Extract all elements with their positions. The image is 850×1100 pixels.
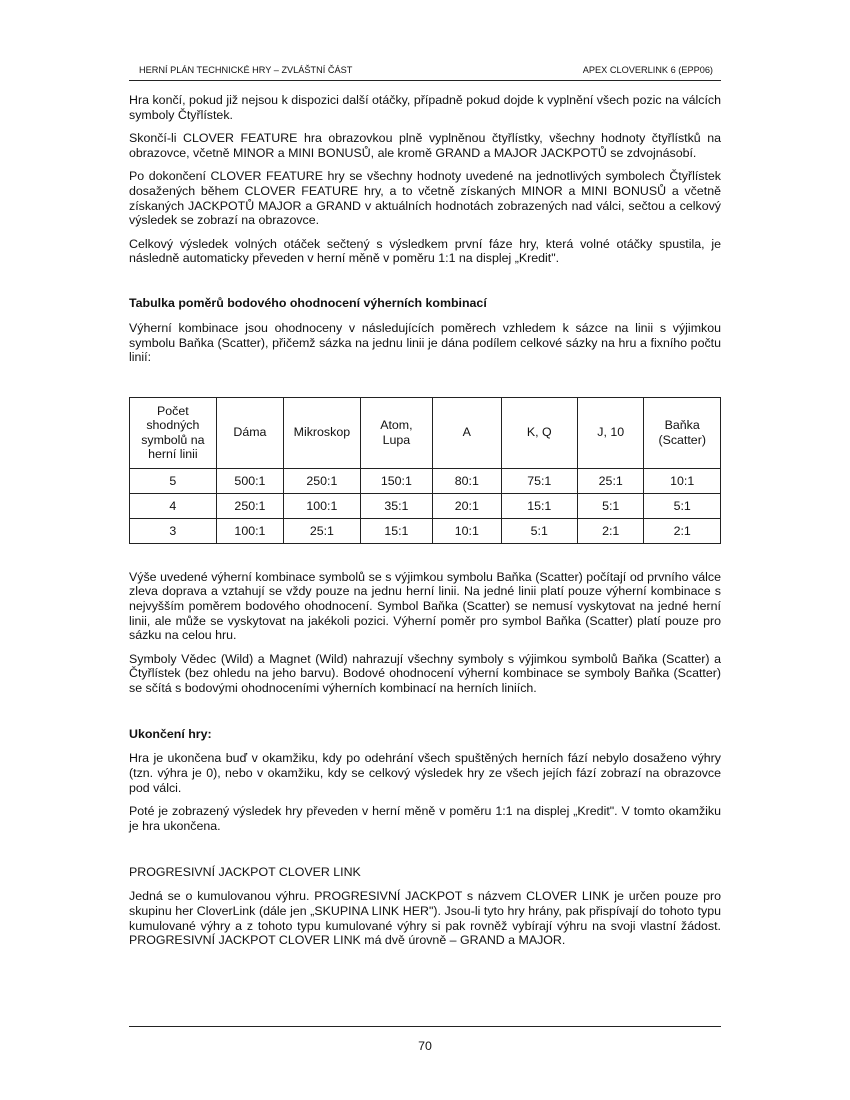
table-cell: 150:1	[360, 468, 432, 493]
column-header: J, 10	[578, 397, 644, 468]
column-header: Baňka (Scatter)	[644, 397, 721, 468]
table-cell: 5:1	[644, 493, 721, 518]
paragraph: Poté je zobrazený výsledek hry převeden v herní měně v poměru 1:1 na displej „Kredit". V tomto okamžiku je hra ukončena.	[129, 804, 721, 833]
header-divider	[129, 80, 721, 81]
paragraph: Jedná se o kumulovanou výhru. PROGRESIVNÍ JACKPOT s názvem CLOVER LINK je určen pouze pro skupinu her CloverLink (dále jen „SKUPINA LINK HER"). Jsou-li tyto hry hrány, pak přispívají do tohoto typu kumulované výhry a z tohoto typu kumulované výhry si pak rovněž vybírají výhru na svoji vlastní žádost. PROGRESIVNÍ JACKPOT CLOVER LINK má dvě úrovně – GRAND a MAJOR.	[129, 889, 721, 948]
table-cell: 75:1	[501, 468, 578, 493]
paragraph: Hra končí, pokud již nejsou k dispozici další otáčky, případně pokud dojde k vyplnění všech pozic na válcích symboly Čtyřlístek.	[129, 93, 721, 122]
paragraph: Celkový výsledek volných otáček sečtený s výsledkem první fáze hry, která volné otáčky spustila, je následně automaticky převeden v herní měně v poměru 1:1 na displej „Kredit".	[129, 236, 721, 266]
paragraph: Symboly Vědec (Wild) a Magnet (Wild) nahrazují všechny symboly s výjimkou symbolů Baňka (Scatter) a Čtyřlístek (bez ohledu na jeho barvu). Bodové ohodnocení výherní kombinace se symboly Baňka (Scatter) se sčítá s bodovými ohodnoceními výherních kombinací na herních liniích.	[129, 651, 721, 695]
column-header: K, Q	[501, 397, 578, 468]
section-heading-game-end: Ukončení hry:	[129, 727, 212, 742]
table-cell: 10:1	[433, 518, 501, 543]
paragraph: Skončí-li CLOVER FEATURE hra obrazovkou plně vyplněnou čtyřlístky, všechny hodnoty čtyřlístků na obrazovce, včetně MINOR a MINI BONUSŮ, ale kromě GRAND a MAJOR JACKPOTŮ se zdvojnásobí.	[129, 131, 721, 160]
page-number: 70	[418, 1039, 432, 1053]
paragraph: Hra je ukončena buď v okamžiku, kdy po odehrání všech spuštěných herních fází nebylo dosaženo výhry (tzn. výhra je 0), nebo v okamžiku, kdy se celkový výsledek hry ze všech jejích fází zobrazí na obrazovce pod válci.	[129, 751, 721, 795]
table-cell: 25:1	[578, 468, 644, 493]
table-cell: 80:1	[433, 468, 501, 493]
table-cell: 10:1	[644, 468, 721, 493]
column-header: Dáma	[216, 397, 283, 468]
page-header	[129, 62, 721, 78]
table-cell: 5:1	[501, 518, 578, 543]
table-row	[130, 468, 721, 493]
table-cell: 250:1	[216, 493, 283, 518]
section-heading-jackpot: PROGRESIVNÍ JACKPOT CLOVER LINK	[129, 865, 361, 880]
column-header: A	[433, 397, 501, 468]
table-cell: 20:1	[433, 493, 501, 518]
table-cell: 35:1	[360, 493, 432, 518]
paragraph: Výherní kombinace jsou ohodnoceny v následujících poměrech vzhledem k sázce na linii s výjimkou symbolu Baňka (Scatter), přičemž sázka na jednu linii je dána podílem celkové sázky na hru a fixního počtu linií:	[129, 320, 721, 365]
table-cell: 3	[130, 518, 217, 543]
column-header: Atom, Lupa	[360, 397, 432, 468]
table-cell: 100:1	[284, 493, 361, 518]
table-cell: 25:1	[284, 518, 361, 543]
table-cell: 5	[130, 468, 217, 493]
page-content	[129, 93, 721, 957]
header-left-title: HERNÍ PLÁN TECHNICKÉ HRY – ZVLÁŠTNÍ ČÁST	[139, 65, 353, 75]
section-heading-paytable: Tabulka poměrů bodového ohodnocení výherních kombinací	[129, 295, 487, 310]
table-row	[130, 493, 721, 518]
paytable	[129, 397, 721, 544]
header-right-title: APEX CLOVERLINK 6 (EPP06)	[582, 65, 713, 75]
table-cell: 15:1	[360, 518, 432, 543]
table-row	[130, 518, 721, 543]
paragraph: Výše uvedené výherní kombinace symbolů se s výjimkou symbolu Baňka (Scatter) počítají od prvního válce zleva doprava a vztahují se vždy pouze na jednu herní linii. Na jedné linii platí pouze výherní kombinace s nejvyšším poměrem bodového ohodnocení. Symbol Baňka (Scatter) se nemusí vyskytovat na jedné herní linii, ale může se vyskytovat na jakékoli pozici. Výherní poměr pro symbol Baňka (Scatter) platí pouze pro sázku na celou hru.	[129, 569, 721, 643]
table-cell: 5:1	[578, 493, 644, 518]
table-cell: 4	[130, 493, 217, 518]
table-cell: 2:1	[578, 518, 644, 543]
table-header-row	[130, 397, 721, 468]
table-cell: 500:1	[216, 468, 283, 493]
table-cell: 2:1	[644, 518, 721, 543]
footer-divider	[129, 1026, 721, 1027]
column-header: Počet shodných symbolů na herní linii	[130, 397, 217, 468]
table-cell: 250:1	[284, 468, 361, 493]
column-header: Mikroskop	[284, 397, 361, 468]
table-cell: 15:1	[501, 493, 578, 518]
table-cell: 100:1	[216, 518, 283, 543]
paragraph: Po dokončení CLOVER FEATURE hry se všechny hodnoty uvedené na jednotlivých symbolech Čtyřlístek dosažených během CLOVER FEATURE hry, a to včetně získaných MINOR a MINI BONUSŮ a včetně získaných JACKPOTŮ MAJOR a GRAND v aktuálních hodnotách zobrazených nad válci, sečtou a celkový výsledek se zobrazí na obrazovce.	[129, 169, 721, 228]
